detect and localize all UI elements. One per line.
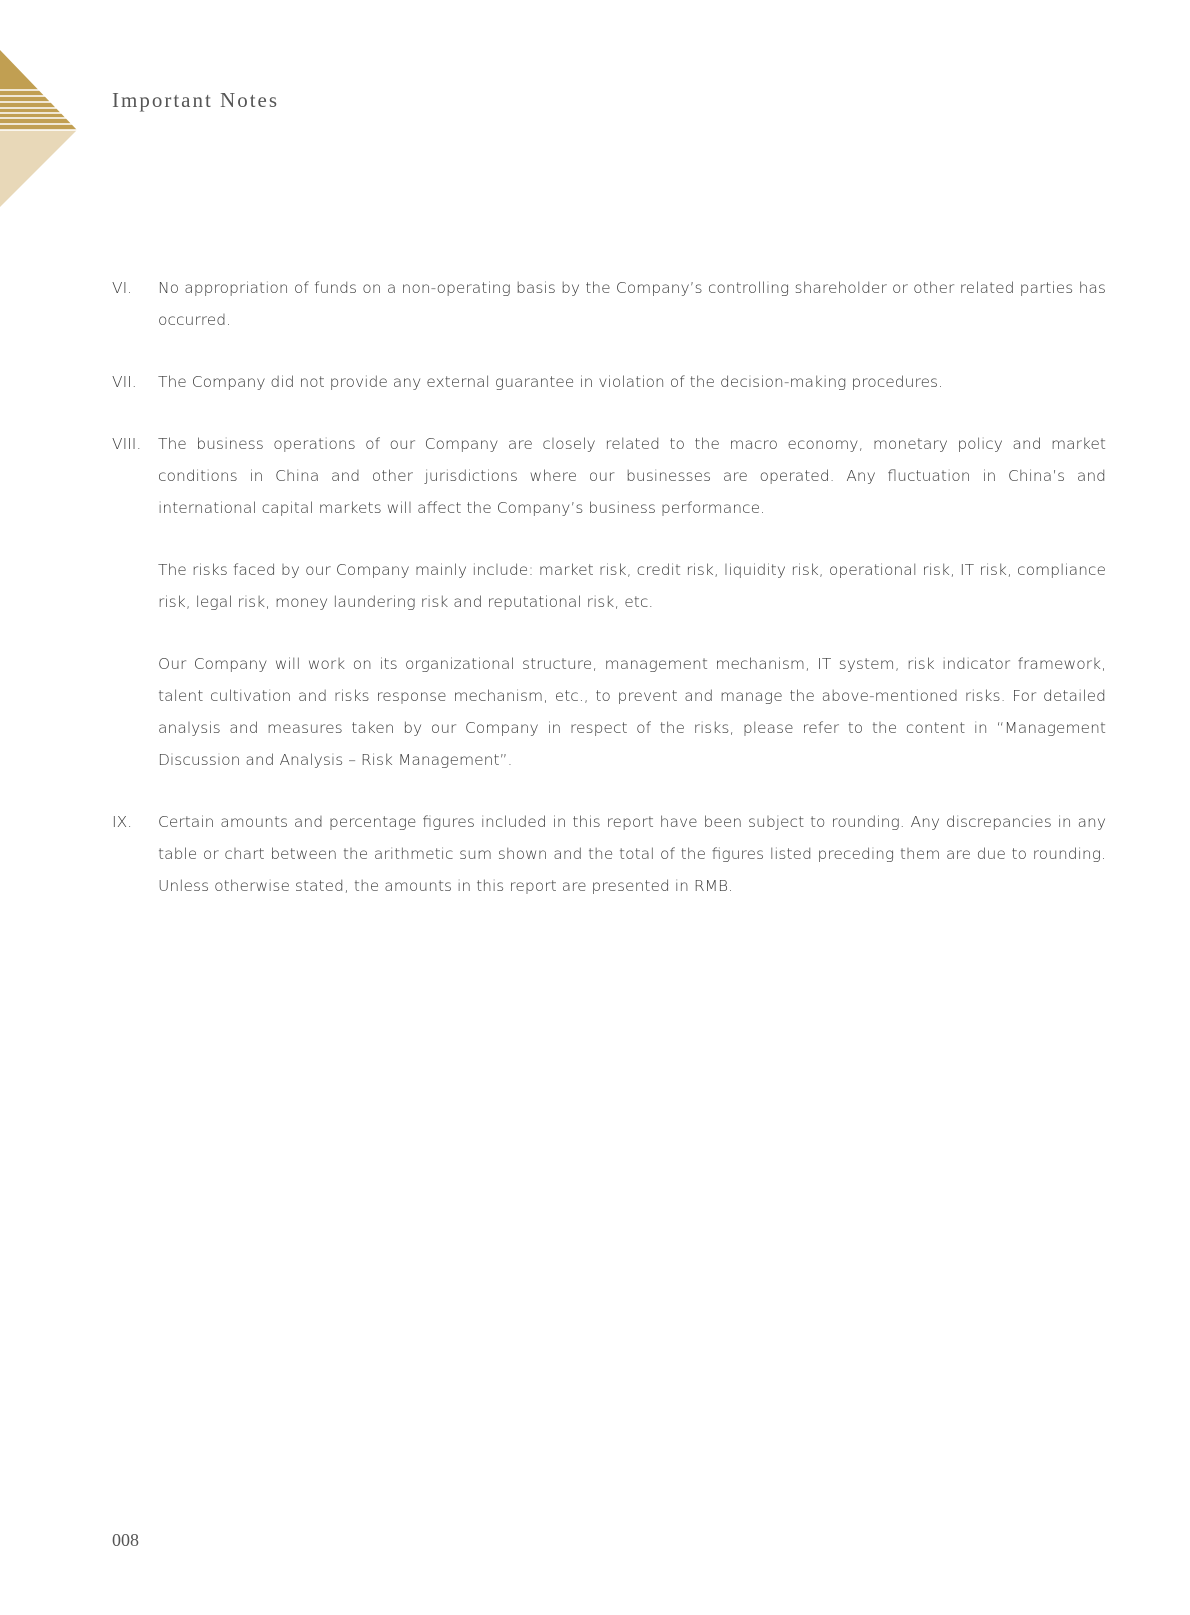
note-number: VIII.	[112, 435, 142, 453]
page-title: Important Notes	[112, 88, 280, 112]
note-number: VII.	[112, 373, 137, 391]
note-paragraph: The Company did not provide any external guarantee in violation of the decision-making procedures.	[158, 373, 944, 391]
note-paragraph: The business operations of our Company are closely related to the macro economy, monetary policy and market conditions in China and other jurisdictions where our businesses are operated. Any fluctuation in China’s and international capital markets will affect the Company’s business performance.	[158, 435, 1106, 517]
note-number: VI.	[112, 279, 133, 297]
note-paragraph: No appropriation of funds on a non-operating basis by the Company’s controlling shareholder or other related parties has occurred.	[158, 279, 1106, 329]
note-paragraph: Our Company will work on its organizational structure, management mechanism, IT system, risk indicator framework, talent cultivation and risks response mechanism, etc., to prevent and manage the above-mentioned risks. For detailed analysis and measures taken by our Company in respect of the risks, please refer to the content in “Management Discussion and Analysis – Risk Management”.	[158, 655, 1106, 769]
note-paragraph: The risks faced by our Company mainly include: market risk, credit risk, liquidity risk, operational risk, IT risk, compliance risk, legal risk, money laundering risk and reputational risk, etc.	[158, 561, 1106, 611]
note-item	[112, 272, 1106, 336]
note-paragraph: Certain amounts and percentage figures included in this report have been subject to rounding. Any discrepancies in any table or chart between the arithmetic sum shown and the total of the figures listed preceding them are due to rounding. Unless otherwise stated, the amounts in this report are presented in RMB.	[158, 813, 1106, 895]
notes-list	[112, 272, 1106, 932]
page-number: 008	[112, 1530, 139, 1550]
note-item	[112, 428, 1106, 776]
note-item	[112, 366, 1106, 398]
note-number: IX.	[112, 813, 133, 831]
note-item	[112, 806, 1106, 902]
corner-triangle-decoration	[0, 50, 80, 210]
